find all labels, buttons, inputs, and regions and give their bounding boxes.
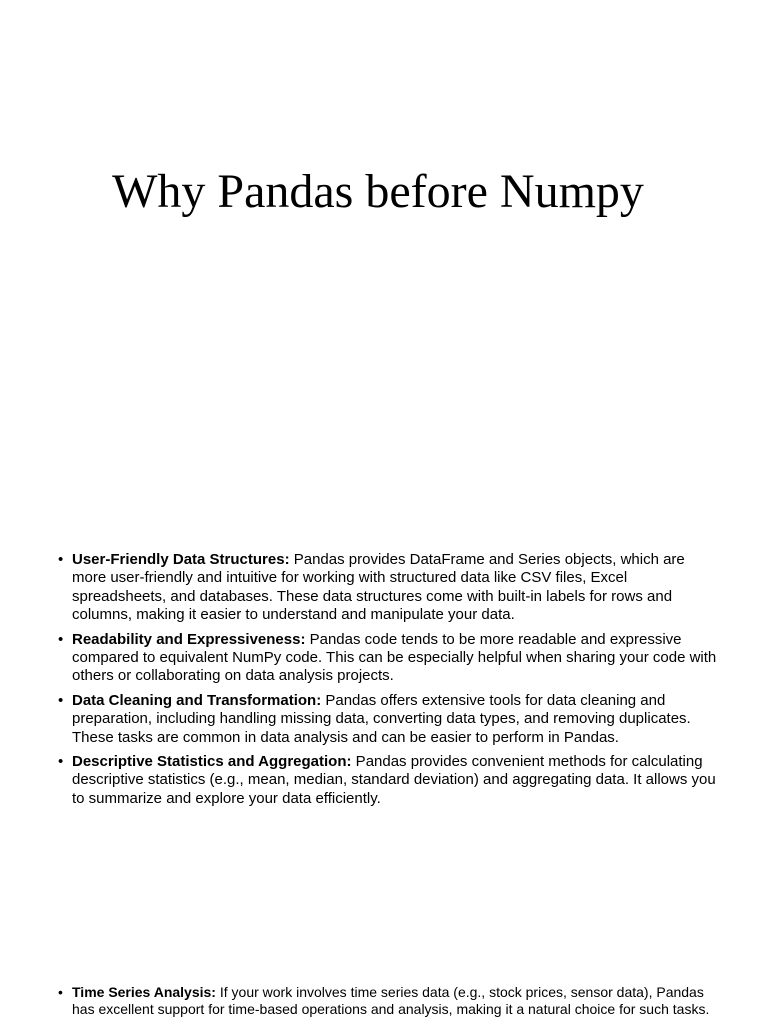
bullet-list [58, 551, 718, 814]
bullet-dot: • [58, 691, 64, 709]
bullet-item-user-friendly [58, 551, 718, 625]
next-slide-bullet-list [58, 984, 718, 1018]
bullet-dot: • [58, 753, 64, 771]
bullet-text: Pandas provides convenient methods for calculating descriptive statistics (e.g., mean, median, standard deviation) and aggregating data. It allows you to summarize and explore your data efficiently. [72, 753, 716, 807]
bullet-term: Data Cleaning and Transformation: [72, 691, 322, 709]
bullet-dot: • [58, 551, 64, 568]
bullet-term: Time Series Analysis: [72, 984, 216, 1000]
bullet-term: User-Friendly Data Structures: [72, 551, 290, 568]
bullet-text: Pandas offers extensive tools for data cleaning and preparation, including handling missing data, converting data types, and removing duplicates. These tasks are common in data analysis and can be easier to perform in Pandas. [72, 691, 691, 746]
bullet-dot: • [58, 630, 64, 648]
bullet-dot: • [58, 984, 63, 1000]
bullet-item-time-series [58, 984, 718, 1018]
bullet-term: Readability and Expressiveness: [72, 630, 306, 648]
bullet-text: Pandas provides DataFrame and Series objects, which are more user-friendly and intuitive for working with structured data like CSV files, Excel spreadsheets, and databases. These data structures come with built-in labels for rows and columns, making it easier to understand and manipulate your data. [72, 551, 685, 624]
bullet-item-readability [58, 631, 718, 686]
bullet-item-descriptive-stats [58, 753, 718, 808]
bullet-item-data-cleaning [58, 692, 718, 747]
bullet-text: If your work involves time series data (e.g., stock prices, sensor data), Pandas has excellent support for time-based operations and analysis, making it a natural choice for such tasks. [72, 984, 710, 1017]
slide-title: Why Pandas before Numpy [112, 165, 644, 218]
bullet-term: Descriptive Statistics and Aggregation: [72, 753, 352, 771]
bullet-text: Pandas code tends to be more readable and expressive compared to equivalent NumPy code. This can be especially helpful when sharing your code with others or collaborating on data analysis projects. [72, 630, 717, 685]
